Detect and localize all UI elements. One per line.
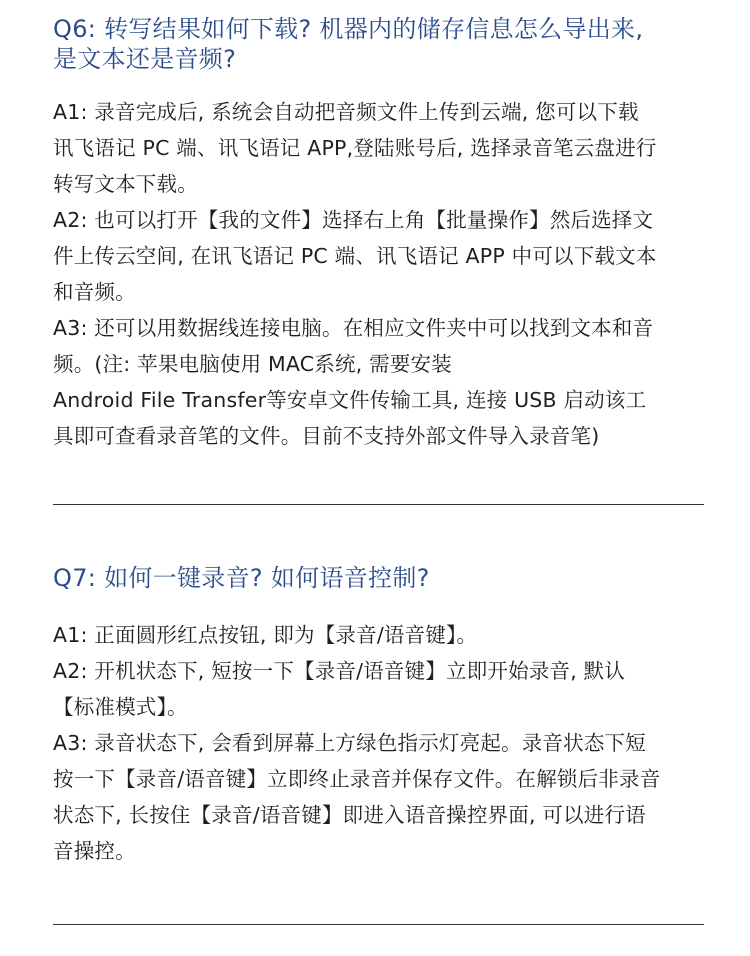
answer-line: 件上传云空间, 在讯飞语记 PC 端、讯飞语记 APP 中可以下载文本 (53, 244, 657, 268)
section-divider (53, 924, 704, 925)
answer-line: 按一下【录音/语音键】立即终止录音并保存文件。在解锁后非录音 (53, 767, 661, 791)
answer-line: 和音频。 (53, 280, 136, 304)
faq-q6 (53, 14, 704, 454)
answer-line: 具即可查看录音笔的文件。目前不支持外部文件导入录音笔) (53, 424, 600, 448)
answer-line: 转写文本下载。 (53, 172, 198, 196)
question-title-line: Q6: 转写结果如何下载? 机器内的储存信息怎么导出来, (53, 15, 644, 43)
answer-block (53, 617, 704, 869)
answer-line: A1: 录音完成后, 系统会自动把音频文件上传到云端, 您可以下载 (53, 100, 639, 124)
answer-line: A3: 录音状态下, 会看到屏幕上方绿色指示灯亮起。录音状态下短 (53, 731, 646, 755)
answer-line: 状态下, 长按住【录音/语音键】即进入语音操控界面, 可以进行语 (53, 803, 646, 827)
answer-line: 【标准模式】。 (53, 695, 188, 719)
question-title-line: 是文本还是音频? (53, 45, 237, 73)
answer-line: 频。(注: 苹果电脑使用 MAC系统, 需要安装 (53, 352, 452, 376)
answer-line: A1: 正面圆形红点按钮, 即为【录音/语音键】。 (53, 623, 478, 647)
answer-line: 音操控。 (53, 839, 136, 863)
question-title (53, 14, 704, 74)
answer-line: A2: 开机状态下, 短按一下【录音/语音键】立即开始录音, 默认 (53, 659, 626, 683)
answer-line: A3: 还可以用数据线连接电脑。在相应文件夹中可以找到文本和音 (53, 316, 654, 340)
section-divider (53, 504, 704, 505)
question-title-line: Q7: 如何一键录音? 如何语音控制? (53, 564, 430, 592)
question-title (53, 563, 704, 593)
answer-line: A2: 也可以打开【我的文件】选择右上角【批量操作】然后选择文 (53, 208, 654, 232)
answer-block (53, 94, 704, 454)
answer-line: Android File Transfer等安卓文件传输工具, 连接 USB 启动该工 (53, 388, 647, 412)
faq-q7 (53, 563, 704, 869)
answer-line: 讯飞语记 PC 端、讯飞语记 APP,登陆账号后, 选择录音笔云盘进行 (53, 136, 657, 160)
